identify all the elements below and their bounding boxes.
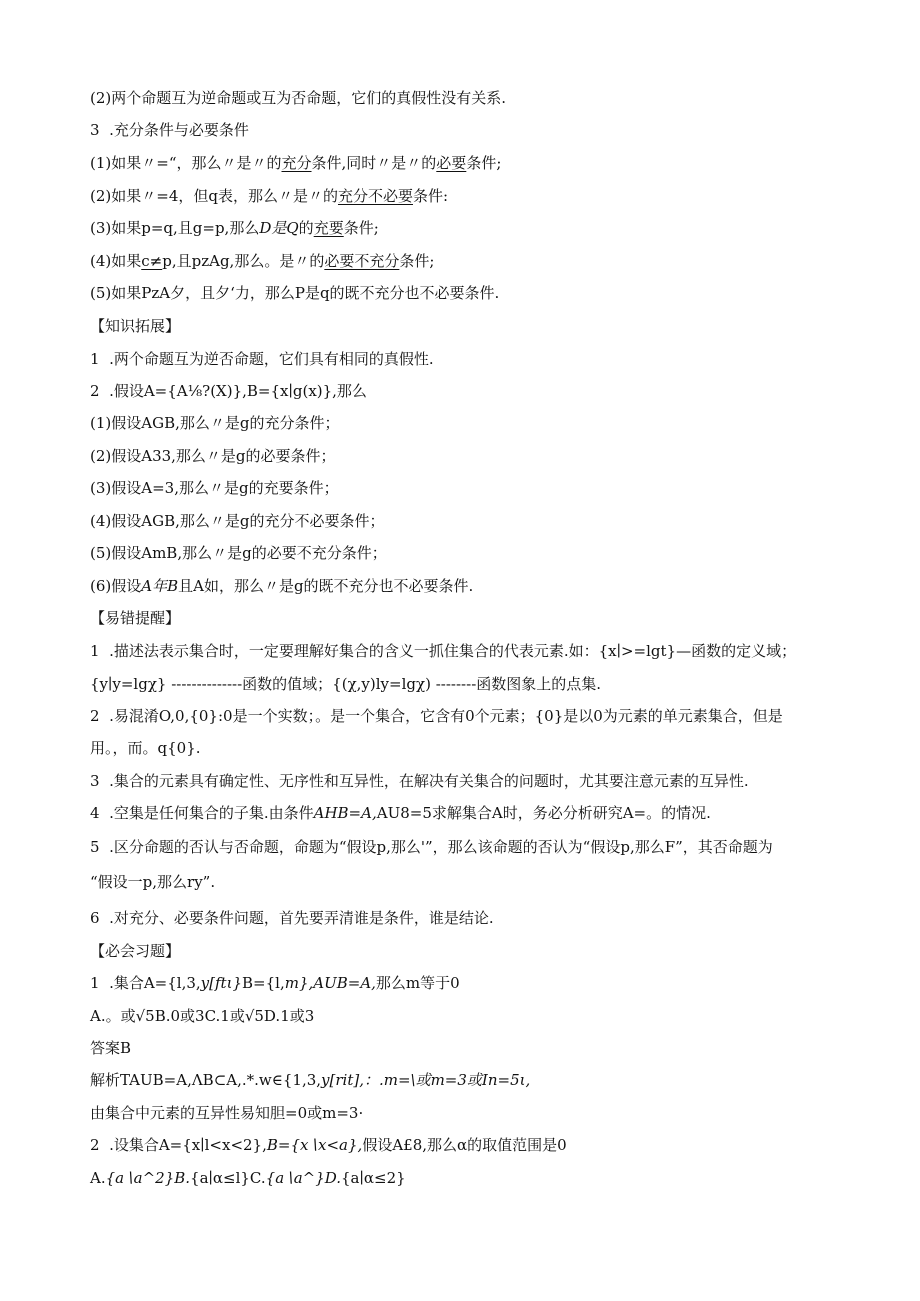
underlined-term: 充要 (313, 219, 344, 237)
text-segment: {a∖a^}D. (265, 1169, 342, 1187)
text-line (90, 186, 448, 206)
text-segment: (5)如果P (90, 284, 152, 302)
text-segment: Ag,那么。是〃的 (209, 252, 325, 270)
text-segment: 1 .描述法表示集合时，一定要理解好集合的含义一抓住集合的代表元素.如：{x∣>=lgt}—函数的定义域； (90, 642, 797, 660)
text-segment: (5)假设AmB,那么〃是g的必要不充分条件； (90, 544, 387, 562)
text-line (90, 576, 473, 596)
text-segment: y[rit],：.m=\或m=3或In=5ι, (321, 1071, 531, 1089)
text-line (90, 153, 501, 173)
question-1 (90, 973, 460, 993)
text-line (90, 738, 201, 758)
text-segment: 条件; (399, 252, 435, 270)
text-line (90, 511, 384, 531)
text-segment: A. (90, 1169, 106, 1187)
text-segment: (2)假设A33,那么〃是g的必要条件； (90, 447, 336, 465)
text-segment: (3)假设A=3,那么〃是g的充要条件； (90, 479, 339, 497)
section-heading-knowledge (90, 316, 180, 336)
text-segment: 【必会习题】 (90, 942, 181, 960)
text-line (90, 446, 336, 466)
text-line (90, 349, 434, 369)
text-line (90, 413, 339, 433)
text-segment: 条件: (412, 187, 449, 205)
text-segment: 3 .充分条件与必要条件 (90, 121, 249, 139)
text-segment: (1)如果〃=“，那么〃是〃的 (90, 154, 282, 172)
text-line (90, 803, 711, 823)
underlined-term: 充分 (281, 154, 312, 172)
text-segment: 条件,同时〃是〃的 (311, 154, 437, 172)
question-2-options (90, 1168, 406, 1188)
section-heading-3 (90, 120, 249, 140)
text-segment: 2 .假设A={A⅛?(X)},B={x∣g(x)},那么 (90, 382, 367, 400)
text-segment: 6 .对充分、必要条件问题，首先要弄清谁是条件，谁是结论. (90, 909, 494, 927)
text-segment: (4)如果 (90, 252, 142, 270)
text-segment: (2)如果〃=4，但q表，那么〃是〃的 (90, 187, 338, 205)
text-segment: 假设A£8,那么α的取值范围是0 (362, 1136, 567, 1154)
text-segment: 1 .两个命题互为逆否命题，它们具有相同的真假性. (90, 350, 434, 368)
underlined-term: 充分不必要 (337, 187, 413, 205)
text-segment: z (201, 252, 210, 270)
text-segment: A夕，且夕‘力，那么P是q的既不充分也不必要条件. (159, 284, 500, 302)
question-2 (90, 1135, 567, 1155)
text-segment: B={x∖x<a}, (266, 1136, 363, 1154)
text-segment: 用。，而。q{0}. (90, 739, 201, 757)
text-line (90, 674, 601, 694)
section-heading-exercises (90, 941, 180, 961)
text-line (90, 381, 367, 401)
underlined-term: 必要 (436, 154, 467, 172)
text-segment: (1)假设AGB,那么〃是g的充分条件； (90, 414, 340, 432)
text-line (90, 218, 379, 238)
solution-line (90, 1103, 363, 1123)
text-segment: 【易错提醒】 (90, 609, 181, 627)
text-segment: 5 .区分命题的否认与否命题，命题为“假设p,那么'”，那么该命题的否认为“假设p,那么F”，其否命题为 (90, 838, 773, 856)
text-segment: 条件; (466, 154, 502, 172)
text-segment: (2)两个命题互为逆命题或互为否命题，它们的真假性没有关系. (90, 89, 507, 107)
text-line (90, 908, 494, 928)
text-segment: D是Q (259, 219, 299, 237)
text-line (90, 641, 796, 661)
text-segment: {a∖a^2}B. (105, 1169, 191, 1187)
text-segment: 由集合中元素的互异性易知胆=0或m=3· (90, 1104, 364, 1122)
text-line (90, 771, 749, 791)
text-segment: (6)假设 (90, 577, 142, 595)
text-segment: 2 .易混淆O,0,{0}:0是一个实数；。是一个集合，它含有0个元素；{0}是以0为元素的单元素集合，但是 (90, 707, 783, 725)
text-segment: A.。或√5B.0或3C.1或√5D.1或3 (90, 1007, 315, 1025)
underlined-term: c≠ (141, 252, 163, 270)
text-segment: A年B (141, 577, 179, 595)
text-segment: “假设一p,那么ry”. (90, 873, 216, 891)
text-segment: (3)如果p=q,且g=p,那么 (90, 219, 260, 237)
text-segment: B={l, (242, 974, 285, 992)
text-line (90, 88, 506, 108)
text-line (90, 251, 434, 271)
text-line (90, 478, 339, 498)
text-line (90, 543, 387, 563)
underlined-term: 必要不充分 (324, 252, 400, 270)
text-segment: AU8=5求解集合A时，务必分析研究A=。的情况. (376, 804, 711, 822)
text-segment: 【知识拓展】 (90, 317, 181, 335)
text-line (90, 872, 215, 892)
text-segment: {a∣α≤2} (341, 1169, 406, 1187)
solution-line (90, 1070, 530, 1090)
text-segment: 且A如，那么〃是g的既不充分也不必要条件. (178, 577, 474, 595)
text-segment: 1 .集合A={l,3, (90, 974, 201, 992)
text-segment: 条件; (343, 219, 379, 237)
text-segment: y[ftι} (200, 974, 243, 992)
text-segment: {a∣α≤l}C. (190, 1169, 266, 1187)
section-heading-errors (90, 608, 180, 628)
text-segment: 那么m等于0 (375, 974, 460, 992)
text-segment: 3 .集合的元素具有确定性、无序性和互异性，在解决有关集合的问题时，尤其要注意元素的互异性. (90, 772, 749, 790)
text-line (90, 706, 783, 726)
text-segment: (4)假设AGB,那么〃是g的充分不必要条件； (90, 512, 385, 530)
text-segment: p,且p (162, 252, 202, 270)
text-segment: AHB=A, (313, 804, 377, 822)
text-segment: z (151, 284, 160, 302)
answer-label (90, 1038, 131, 1058)
text-segment: 答案B (90, 1039, 132, 1057)
text-segment: 解析TAUB=A,ΛB⊂A,.*.w∈{1,3, (90, 1071, 322, 1089)
text-line (90, 283, 499, 303)
text-segment: 4 .空集是任何集合的子集.由条件 (90, 804, 314, 822)
text-line (90, 837, 773, 857)
text-segment: 的 (298, 219, 314, 237)
question-1-options (90, 1006, 314, 1026)
text-segment: 2 .设集合A={x∣l<x<2}, (90, 1136, 267, 1154)
text-segment: {y∣y=lgχ} --------------函数的值域；{(χ,y)ly=lgχ) --------函数图象上的点集. (90, 675, 602, 693)
text-segment: m},AUB=A, (284, 974, 376, 992)
